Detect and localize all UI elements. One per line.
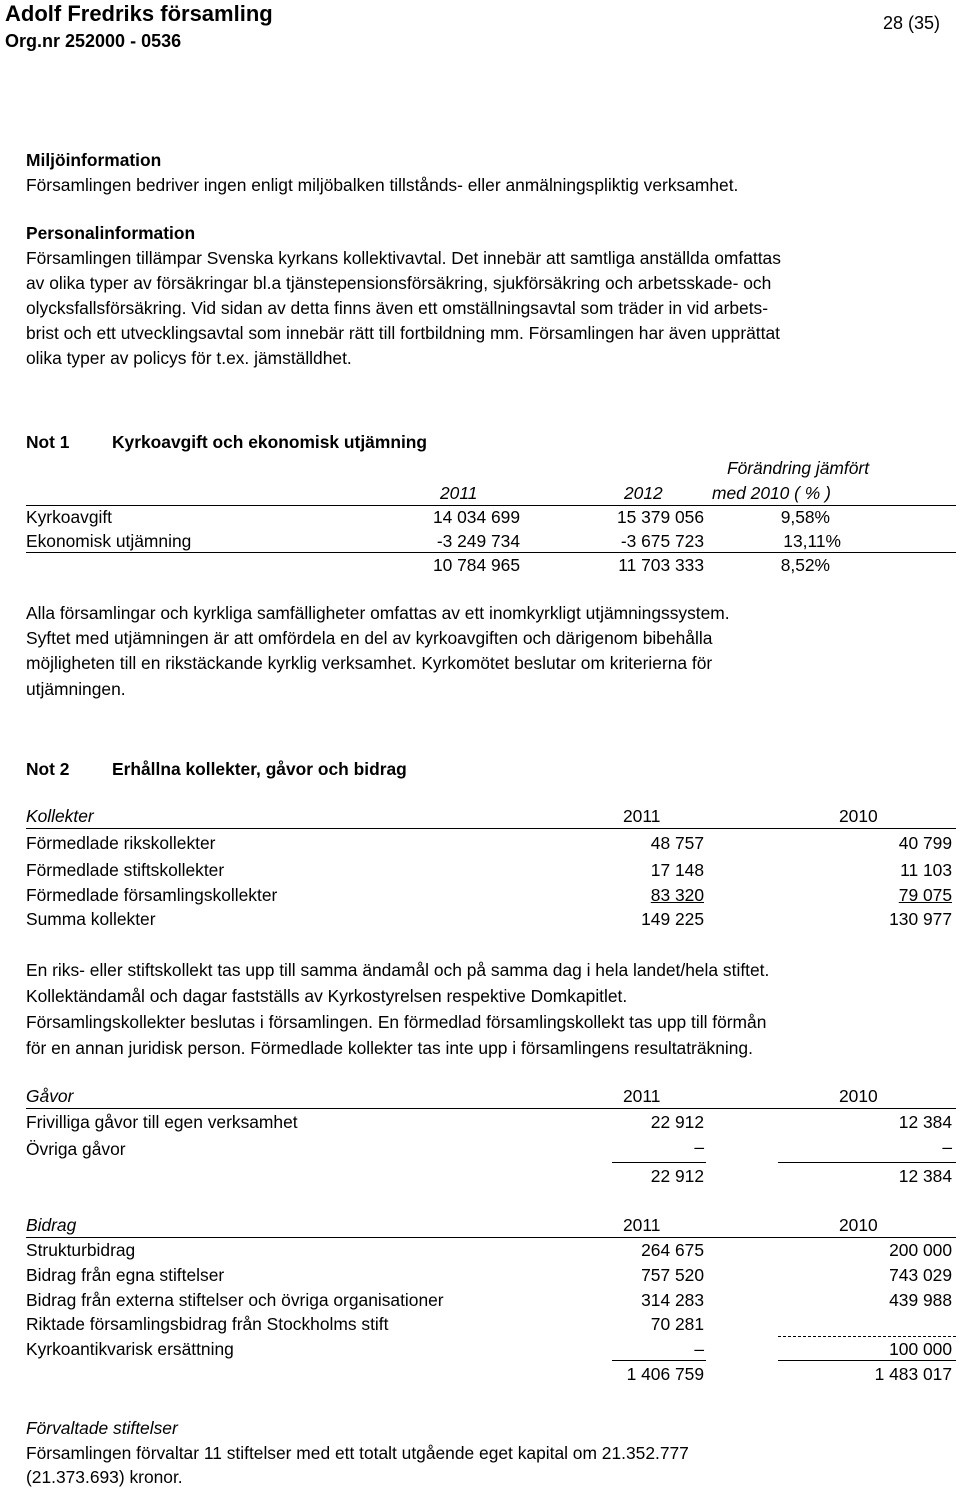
organization-number: Org.nr 252000 - 0536 bbox=[5, 31, 182, 51]
note1-text-line: möjligheten till en rikstäckande kyrklig verksamhet. Kyrkomötet beslutar om kriterierna för bbox=[26, 653, 713, 673]
bidrag-total-rule-2011 bbox=[612, 1360, 706, 1361]
kollekter-row-2011: 83 320 bbox=[650, 885, 704, 905]
gavor-total-rule-2010 bbox=[778, 1162, 956, 1163]
bidrag-dotted-rule bbox=[778, 1336, 956, 1337]
kollekter-col-2010: 2010 bbox=[839, 806, 878, 826]
gavor-col-2011: 2011 bbox=[623, 1086, 661, 1106]
bidrag-row-label: Strukturbidrag bbox=[26, 1240, 136, 1260]
kollekter-row-2010: 11 103 bbox=[900, 860, 952, 880]
bidrag-row-label: Riktade församlingsbidrag från Stockholms stift bbox=[26, 1314, 389, 1334]
kollekter-row-2010: 40 799 bbox=[898, 833, 952, 853]
gavor-total-2011: 22 912 bbox=[650, 1166, 704, 1186]
stiftelser-heading: Förvaltade stiftelser bbox=[26, 1418, 178, 1438]
note1-header-rule bbox=[26, 505, 956, 506]
bidrag-col-2010: 2010 bbox=[839, 1215, 878, 1235]
gavor-row-2010: – bbox=[942, 1137, 952, 1157]
gavor-row-2010: 12 384 bbox=[898, 1112, 952, 1132]
bidrag-row-2010: 743 029 bbox=[889, 1265, 952, 1285]
kollekter-row-2011: 17 148 bbox=[650, 860, 704, 880]
personnel-text-line: olycksfallsförsäkring. Vid sidan av detta finns även ett omställningsavtal som träder in vid arbets- bbox=[26, 298, 769, 318]
note1-total-change: 8,52% bbox=[780, 555, 830, 575]
kollekter-sum-label: Summa kollekter bbox=[26, 909, 156, 929]
note1-label: Not 1 bbox=[26, 432, 70, 452]
kollekter-col-2011: 2011 bbox=[623, 806, 661, 826]
note1-total-rule bbox=[26, 552, 956, 553]
gavor-row-label: Övriga gåvor bbox=[26, 1139, 126, 1159]
personnel-text-line: Församlingen tillämpar Svenska kyrkans kollektivavtal. Det innebär att samtliga anställda omfattas bbox=[26, 248, 781, 268]
bidrag-col-2011: 2011 bbox=[623, 1215, 661, 1235]
kollekter-sum-2010: 130 977 bbox=[889, 909, 952, 929]
note1-text-line: utjämningen. bbox=[26, 679, 126, 699]
gavor-total-2010: 12 384 bbox=[898, 1166, 952, 1186]
stiftelser-text-line: (21.373.693) kronor. bbox=[26, 1467, 183, 1487]
gavor-row-2011: – bbox=[694, 1137, 704, 1157]
kollekter-text-line: En riks- eller stiftskollekt tas upp till samma ändamål och på samma dag i hela landet/hela stiftet. bbox=[26, 960, 770, 980]
bidrag-row-2011: 314 283 bbox=[641, 1290, 704, 1310]
note1-text-line: Syftet med utjämningen är att omfördela en del av kyrkoavgiften och därigenom bibehålla bbox=[26, 628, 713, 648]
note1-change-header-line1: Förändring jämfört bbox=[726, 458, 870, 478]
kollekter-row-label: Förmedlade stiftskollekter bbox=[26, 860, 225, 880]
note1-row-2012: 15 379 056 bbox=[616, 507, 704, 527]
kollekter-text-line: Församlingskollekter beslutas i församlingen. En förmedlad församlingskollekt tas upp till förmån bbox=[26, 1012, 767, 1032]
bidrag-heading: Bidrag bbox=[26, 1215, 77, 1235]
kollekter-sum-2011: 149 225 bbox=[641, 909, 704, 929]
note1-row-2011: -3 249 734 bbox=[436, 531, 520, 551]
bidrag-row-label: Kyrkoantikvarisk ersättning bbox=[26, 1339, 234, 1359]
gavor-header-rule bbox=[26, 1108, 956, 1109]
environment-text: Församlingen bedriver ingen enligt miljöbalken tillstånds- eller anmälningspliktig verksamhet. bbox=[26, 175, 739, 195]
personnel-heading: Personalinformation bbox=[26, 223, 196, 243]
note1-change-header-line2: med 2010 ( % ) bbox=[712, 483, 831, 503]
note1-col-2012: 2012 bbox=[624, 483, 663, 503]
personnel-text-line: av olika typer av försäkringar bl.a tjänstepensionsförsäkring, sjukförsäkring och arbetsskade- och bbox=[26, 273, 772, 293]
note2-title: Erhållna kollekter, gåvor och bidrag bbox=[112, 759, 407, 779]
note1-row-label: Kyrkoavgift bbox=[26, 507, 113, 527]
note2-label: Not 2 bbox=[26, 759, 70, 779]
note1-col-2011: 2011 bbox=[440, 483, 478, 503]
bidrag-row-2010: 200 000 bbox=[889, 1240, 952, 1260]
bidrag-header-rule bbox=[26, 1237, 956, 1238]
kollekter-row-2010: 79 075 bbox=[898, 885, 952, 905]
note1-row-label: Ekonomisk utjämning bbox=[26, 531, 192, 551]
note1-text-line: Alla församlingar och kyrkliga samfälligheter omfattas av ett inomkyrkligt utjämningssystem. bbox=[26, 603, 730, 623]
gavor-row-label: Frivilliga gåvor till egen verksamhet bbox=[26, 1112, 298, 1132]
bidrag-row-2011: 70 281 bbox=[650, 1314, 704, 1334]
bidrag-total-2011: 1 406 759 bbox=[626, 1364, 704, 1384]
gavor-total-rule-2011 bbox=[612, 1162, 706, 1163]
gavor-heading: Gåvor bbox=[26, 1086, 74, 1106]
kollekter-row-label: Förmedlade församlingskollekter bbox=[26, 885, 278, 905]
bidrag-row-2011: – bbox=[694, 1339, 704, 1359]
bidrag-row-label: Bidrag från egna stiftelser bbox=[26, 1265, 225, 1285]
kollekter-header-rule bbox=[26, 828, 956, 829]
gavor-col-2010: 2010 bbox=[839, 1086, 878, 1106]
kollekter-row-2011: 48 757 bbox=[650, 833, 704, 853]
note1-title: Kyrkoavgift och ekonomisk utjämning bbox=[112, 432, 428, 452]
note1-row-change: 13,11% bbox=[783, 531, 841, 551]
bidrag-row-label: Bidrag från externa stiftelser och övriga organisationer bbox=[26, 1290, 444, 1310]
page-number: 28 (35) bbox=[882, 13, 940, 33]
personnel-text-line: olika typer av policys för t.ex. jämställdhet. bbox=[26, 348, 352, 368]
note1-total-2011: 10 784 965 bbox=[432, 555, 520, 575]
note1-total-2012: 11 703 333 bbox=[618, 555, 704, 575]
organization-name: Adolf Fredriks församling bbox=[5, 1, 273, 26]
note1-row-change: 9,58% bbox=[780, 507, 830, 527]
bidrag-row-2011: 264 675 bbox=[641, 1240, 704, 1260]
bidrag-row-2010: 439 988 bbox=[889, 1290, 952, 1310]
gavor-row-2011: 22 912 bbox=[650, 1112, 704, 1132]
kollekter-text-line: för en annan juridisk person. Förmedlade kollekter tas inte upp i församlingens resultaträkning. bbox=[26, 1038, 753, 1058]
bidrag-row-2010: 100 000 bbox=[889, 1339, 952, 1359]
kollekter-heading: Kollekter bbox=[26, 806, 94, 826]
bidrag-total-2010: 1 483 017 bbox=[874, 1364, 952, 1384]
stiftelser-text-line: Församlingen förvaltar 11 stiftelser med ett totalt utgående eget kapital om 21.352.777 bbox=[26, 1443, 689, 1463]
bidrag-row-2011: 757 520 bbox=[641, 1265, 704, 1285]
kollekter-row-label: Förmedlade rikskollekter bbox=[26, 833, 216, 853]
environment-heading: Miljöinformation bbox=[26, 150, 162, 170]
bidrag-total-rule-2010 bbox=[778, 1360, 956, 1361]
personnel-text-line: brist och ett utvecklingsavtal som innebär rätt till fortbildning mm. Församlingen har även upprättat bbox=[26, 323, 780, 343]
note1-row-2012: -3 675 723 bbox=[620, 531, 704, 551]
kollekter-text-line: Kollektändamål och dagar fastställs av Kyrkostyrelsen respektive Domkapitlet. bbox=[26, 986, 628, 1006]
note1-row-2011: 14 034 699 bbox=[432, 507, 520, 527]
